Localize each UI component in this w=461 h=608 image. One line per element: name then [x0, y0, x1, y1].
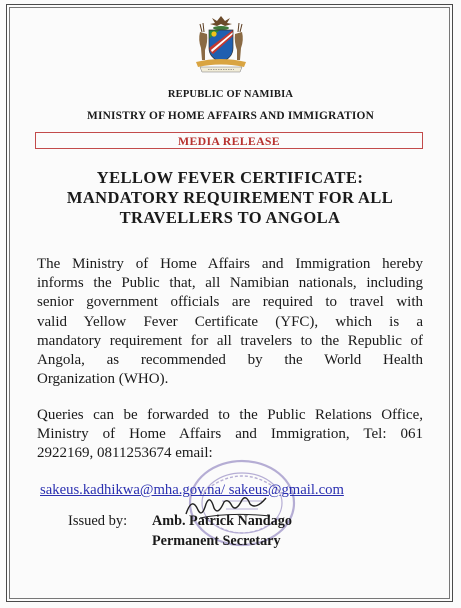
ministry-heading: MINISTRY OF HOME AFFAIRS AND IMMIGRATION: [87, 110, 374, 122]
paragraph-line: Organization (WHO).: [37, 371, 169, 388]
paragraph-line: informs the Public that, all Namibian nationals, including: [37, 275, 423, 292]
paragraph-line: senior government officials are required to travel with: [37, 294, 423, 311]
signatory-name: Amb. Patrick Nandago: [152, 513, 292, 529]
contact-email-link[interactable]: sakeus.kadhikwa@mha.gov.na/ sakeus@gmail.com: [40, 482, 344, 498]
paragraph-line: valid Yellow Fever Certificate (YFC), which is a: [37, 313, 423, 330]
media-release-label: MEDIA RELEASE: [178, 134, 280, 148]
paragraph-line: Angola, as recommended by the World Health: [37, 352, 423, 369]
title-line: TRAVELLERS TO ANGOLA: [119, 208, 341, 227]
paragraph-line: The Ministry of Home Affairs and Immigration hereby: [37, 256, 423, 272]
title-line: MANDATORY REQUIREMENT FOR ALL: [66, 188, 394, 207]
document-title: [40, 168, 420, 228]
body-paragraph-1: [37, 255, 423, 389]
republic-heading: REPUBLIC OF NAMIBIA: [167, 89, 294, 100]
paragraph-line: 2922169, 0811253674 email:: [37, 445, 213, 462]
namibia-coat-of-arms-icon: [190, 12, 252, 74]
paragraph-line: Queries can be forwarded to the Public Relations Office,: [37, 407, 423, 423]
paragraph-line: Ministry of Home Affairs and Immigration, Tel: 061: [37, 426, 423, 443]
media-release-box: [35, 132, 423, 149]
title-line: YELLOW FEVER CERTIFICATE:: [96, 168, 364, 187]
issued-by-label: Issued by:: [68, 513, 128, 529]
paragraph-line: mandatory requirement for all travelers to the Republic of: [37, 332, 423, 349]
signatory-title: Permanent Secretary: [152, 533, 281, 549]
